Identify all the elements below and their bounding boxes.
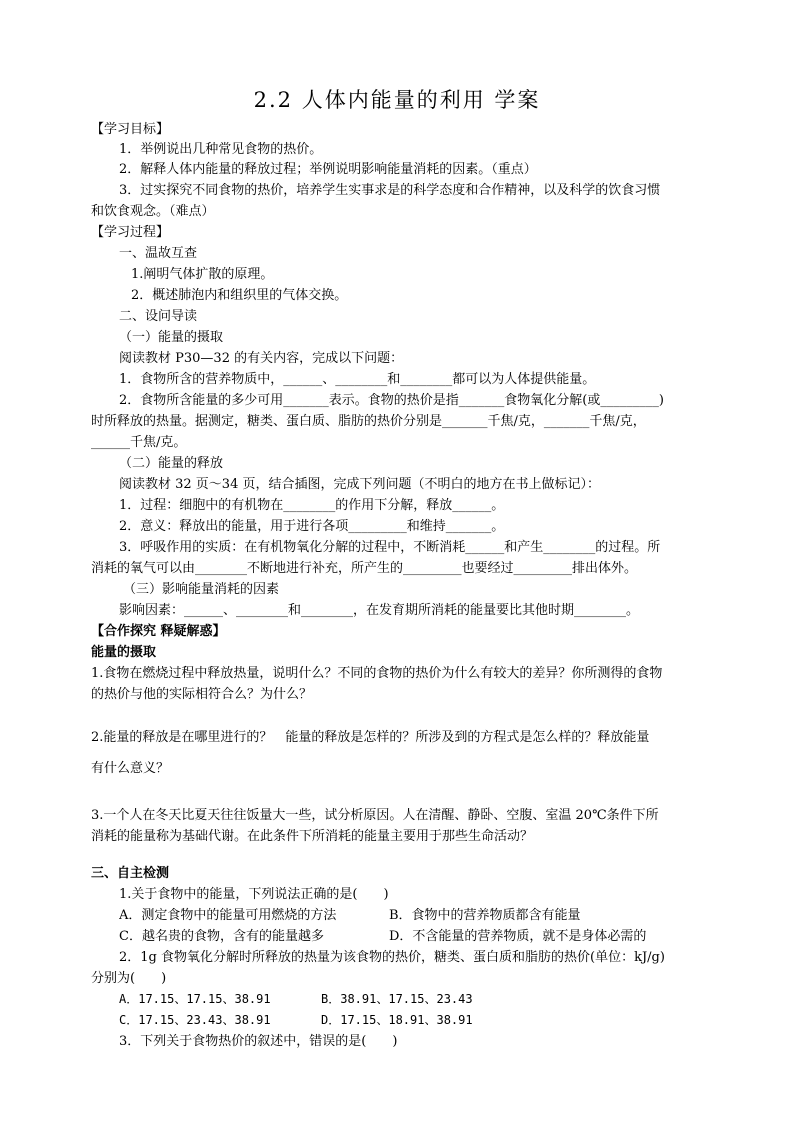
discussion-question-1-cont: 的热价与他的实际相符合么？为什么？ <box>91 687 313 702</box>
page-title: 2.2 人体内能量的利用 学案 <box>253 88 541 112</box>
respiration-essence-cont: 消耗的氧气可以由________不断地进行补充，所产生的_________也要经过_________排出体外。 <box>91 561 638 576</box>
quiz-q1-option-d: D．不含能量的营养物质，就不是身体必需的 <box>389 929 647 944</box>
objective-3-cont: 和饮食观念。（难点） <box>91 204 215 219</box>
discussion-question-2: 2.能量的释放是在哪里进行的？ 能量的释放是怎样的？所涉及到的方程式是怎么样的？释放能量 <box>91 730 650 745</box>
respiration-essence: 3．呼吸作用的实质：在有机物氧化分解的过程中，不断消耗______和产生________的过程。所 <box>119 540 661 555</box>
quiz-q1-option-b: B．食物中的营养物质都含有能量 <box>389 908 581 923</box>
discussion-question-3: 3.一个人在冬天比夏天往往饭量大一些，试分析原因。人在清醒、静卧、空腹、室温 20℃条件下所 <box>91 808 659 823</box>
quiz-q1-option-a: A．测定食物中的能量可用燃烧的方法 <box>119 908 337 923</box>
part-1-heading: （一）能量的摄取 <box>119 330 224 345</box>
part-2-instruction: 阅读教材 32 页～34 页，结合插图，完成下列问题（不明白的地方在书上做标记）： <box>119 477 600 492</box>
topic-energy-intake: 能量的摄取 <box>91 645 157 660</box>
quiz-q2-option-d: D．17.15、18.91、38.91 <box>321 1013 473 1027</box>
quiz-question-2: 2．1g 食物氧化分解时所释放的热量为该食物的热价，糖类、蛋白质和脂肪的热价(单位：kJ/g) <box>119 950 665 965</box>
section-heading-objectives: 【学习目标】 <box>91 122 170 137</box>
quiz-q1-option-c: C．越名贵的食物，含有的能量越多 <box>119 929 324 944</box>
fill-blank-1: 1．食物所含的营养物质中，______、________和________都可以为人体提供能量。 <box>119 372 596 387</box>
section-heading-cooperation: 【合作探究 释疑解惑】 <box>91 624 226 639</box>
objective-2: 2．解释人体内能量的释放过程；举例说明影响能量消耗的因素。（重点） <box>119 162 537 177</box>
release-process: 1．过程：细胞中的有机物在________的作用下分解，释放______。 <box>119 498 505 513</box>
part-2-heading: （二）能量的释放 <box>119 456 224 471</box>
discussion-question-3-cont: 消耗的能量称为基础代谢。在此条件下所消耗的能量主要用于那些生命活动？ <box>91 829 534 844</box>
quiz-q2-option-b: B．38.91、17.15、23.43 <box>321 992 473 1006</box>
quiz-question-1: 1.关于食物中的能量，下列说法正确的是( ) <box>119 887 389 902</box>
discussion-question-2-cont: 有什么意义？ <box>91 761 170 776</box>
part-1-instruction: 阅读教材 P30—32 的有关内容，完成以下问题： <box>119 351 404 366</box>
review-item-1: 1.阐明气体扩散的原理。 <box>131 267 274 282</box>
quiz-question-2-cont: 分别为( ) <box>91 971 167 986</box>
section-heading-process: 【学习过程】 <box>91 225 170 240</box>
subsection-review: 一、温故互查 <box>119 246 198 261</box>
fill-blank-2-end: ______千焦/克。 <box>91 435 187 450</box>
quiz-q2-option-a: A．17.15、17.15、38.91 <box>119 992 271 1006</box>
fill-blank-2: 2．食物所含能量的多少可用_______表示。食物的热价是指_______食物氧化分解(或_________) <box>119 393 664 408</box>
release-meaning: 2．意义：释放出的能量，用于进行各项_________和维持_______。 <box>119 519 505 534</box>
discussion-question-1: 1.食物在燃烧过程中释放热量，说明什么？不同的食物的热价为什么有较大的差异？你所测得的食物 <box>91 666 663 681</box>
subsection-guided-reading: 二、设问导读 <box>119 309 198 324</box>
factors-fill-blank: 影响因素：______、________和________，在发育期所消耗的能量要比其他时期________。 <box>119 603 640 618</box>
review-item-2: 2．概述肺泡内和组织里的气体交换。 <box>131 288 348 303</box>
objective-3: 3．过实探究不同食物的热价，培养学生实事求是的科学态度和合作精神，以及科学的饮食习惯 <box>119 183 661 198</box>
objective-1: 1．举例说出几种常见食物的热价。 <box>119 142 323 157</box>
part-3-heading: （三）影响能量消耗的因素 <box>123 582 280 597</box>
fill-blank-2-cont: 时所释放的热量。据测定，糖类、蛋白质、脂肪的热价分别是_______千焦/克，_______千焦/克， <box>91 414 646 429</box>
quiz-q2-option-c: C．17.15、23.43、38.91 <box>119 1013 271 1027</box>
quiz-question-3: 3．下列关于食物热价的叙述中，错误的是( ) <box>119 1034 398 1049</box>
section-heading-self-test: 三、自主检测 <box>91 866 170 881</box>
